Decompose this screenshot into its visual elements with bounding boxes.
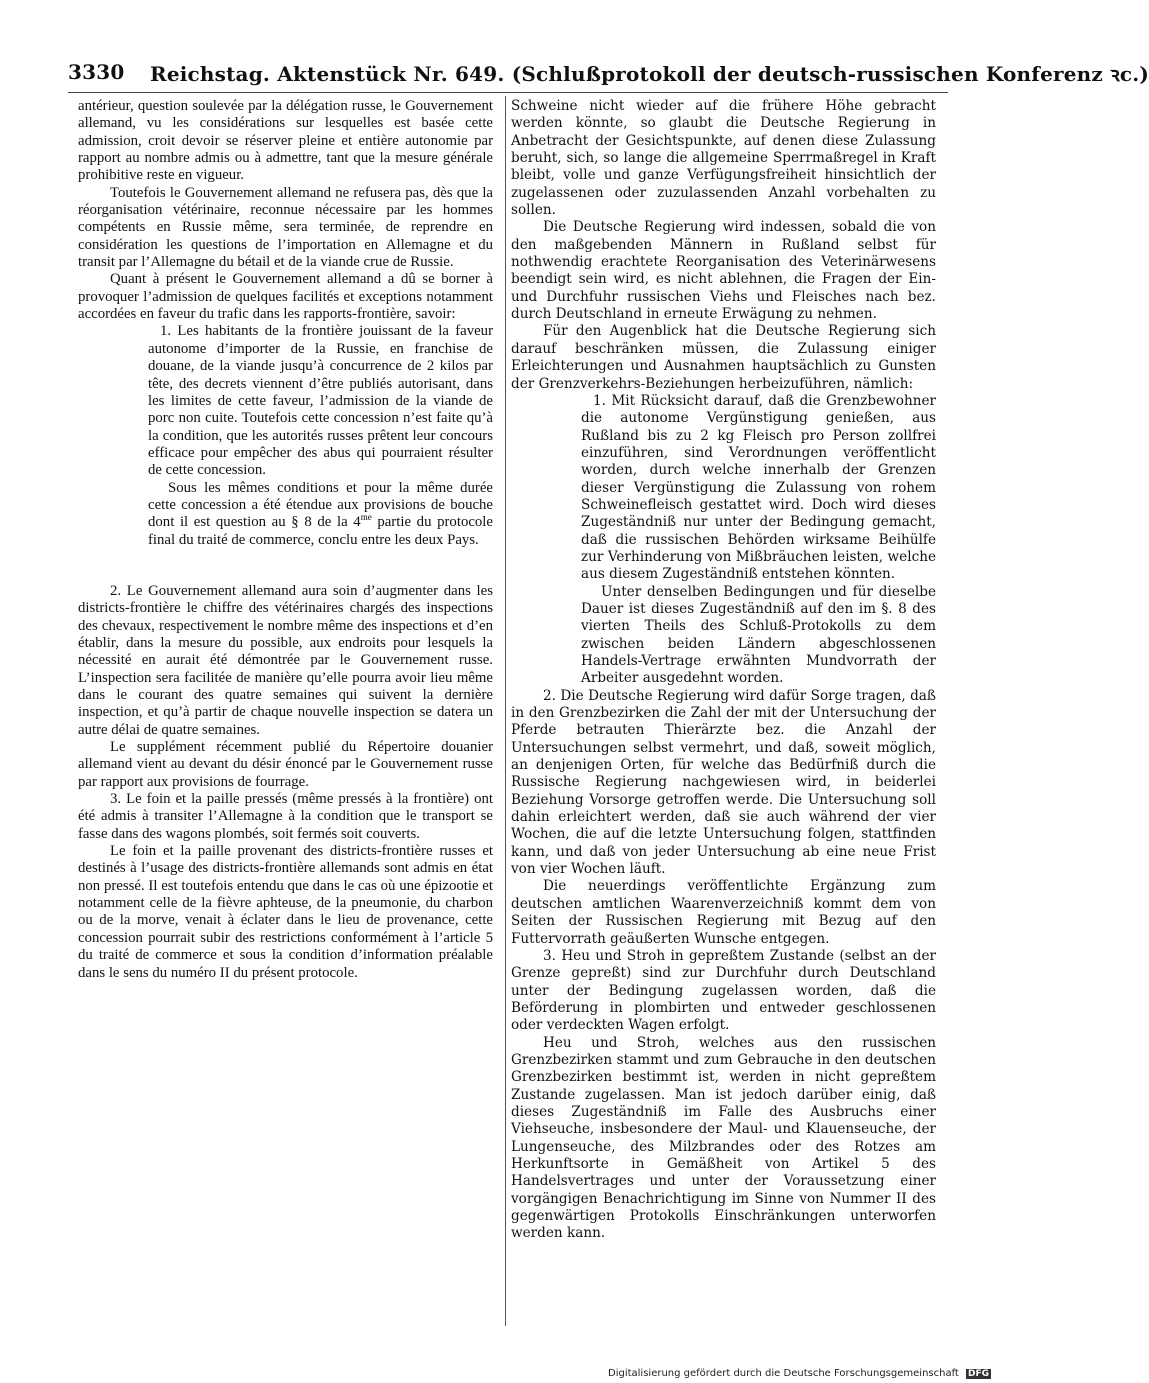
fr-item-3: 3. Le foin et la paille pressés (même pressés à la frontière) ont été admis à transiter l’Allemagne à la condition que le transport se fasse dans des wagons plombés, soit fermés soit couverts. <box>78 791 493 842</box>
german-column <box>511 98 936 1243</box>
fr-paragraph-supplement: Le supplément récemment publié du Répertoire douanier allemand vient au devant du désir énoncé par le Gouvernement russe par rapport aux provisions de fourrage. <box>78 739 493 790</box>
de-paragraph-ergaenzung: Die neuerdings veröffentlichte Ergänzung zum deutschen amtlichen Waarenverzeichniß kommt dem von Seiten der Russischen Regierung mit Bezug auf den Futtervorrath geäußerten Wunsche entgegen. <box>511 878 936 947</box>
de-item-3: 3. Heu und Stroh in gepreßtem Zustande (selbst an der Grenze gepreßt) sind zur Durchfuhr durch Deutschland unter der Bedingung zugelassen worden, daß die Beförderung in plombirten und entweder geschlossenen oder verdeckten Wagen erfolgt. <box>511 947 936 1034</box>
de-paragraph-heu: Heu und Stroh, welches aus den russischen Grenzbezirken stammt und zum Gebrauche in den deutschen Grenzbezirken bestimmt ist, werden in nicht gepreßtem Zustande zugelassen. Man ist jedoch darüber einig, daß dieses Zugeständniß im Falle des Ausbruchs einer Viehseuche, insbesondere der Maul- und Klauenseuche, der Lungenseuche, des Milzbrandes oder des Rotzes am Herkunftsorte in Gemäßheit von Artikel 5 des Handelsvertrages und unter der Voraussetzung einer vorgängigen Benachrichtigung im Sinne von Nummer II des gegenwärtigen Protokolls Einschränkungen unterworfen werden kann. <box>511 1034 936 1242</box>
dfg-logo: DFG <box>968 1369 990 1379</box>
fr-item-1: 1. Les habitants de la frontière jouissant de la faveur autonome d’importer de la Russie, en franchise de douane, de la viande jusqu’à concurrence de 2 kilos par tête, des decrets viennent d’être publiés autorisant, dans les limites de cette faveur, l’admission de la viande de porc non cuite. Toutefois cette concession n’est faite qu’à la condition, que les autorités russes prêtent leur concours efficace pour empêcher des abus qui pourraient résulter de cette concession. <box>148 323 493 479</box>
fr-paragraph-foin: Le foin et la paille provenant des districts-frontière russes et destinés à l’usage des districts-frontière allemands sont admis en état non pressé. Il est toutefois entendu que dans le cas où une épizootie et notamment celle de la fièvre aphteuse, de la pneumonie, du charbon ou de la morve, venait à éclater dans le lieu de provenance, cette concession pourrait subir des restrictions conformément à l’article 5 du traité de commerce et sous la condition d’information préalable dans le sens du numéro II du présent protocole. <box>78 843 493 981</box>
de-paragraph-3: Für den Augenblick hat die Deutsche Regierung sich darauf beschränken müssen, die Zulassung einiger Erleichterungen und Ausnahmen hauptsächlich zu Gunsten der Grenzverkehrs-Beziehungen herbeizuführen, nämlich: <box>511 323 936 392</box>
fr-item-1-extension-a: Sous les mêmes conditions et pour la même durée cette concession a été étendue aux provisions de bouche dont il est question au § 8 de la 4 <box>148 479 493 531</box>
digitization-footer <box>608 1368 990 1379</box>
header-title: Reichstag. Aktenstück Nr. 649. (Schlußprotokoll der deutsch-russischen Konferenz ꝛc.) <box>150 62 1149 86</box>
fr-paragraph-1: antérieur, question soulevée par la délégation russe, le Gouvernement allemand, vu les considérations sur lesquelles est basée cette admission, croit devoir se réserver pleine et entière autonomie par rapport au nombre admis ou à admettre, tant que la mesure générale prohibitive reste en vigueur. <box>78 98 493 184</box>
de-paragraph-1: Schweine nicht wieder auf die frühere Höhe gebracht werden könnte, so glaubt die Deutsche Regierung in Anbetracht der Gesichtspunkte, auf denen diese Zulassung beruht, sich, so lange die allgemeine Sperrmaßregel in Kraft bleibt, volle und ganze Verfügungsfreiheit hinsichtlich der zugelassenen oder zuzulassenden Anzahl vorbehalten zu sollen. <box>511 98 936 219</box>
footer-text: Digitalisierung gefördert durch die Deutsche Forschungsgemeinschaft <box>608 1368 959 1379</box>
fr-item-2: 2. Le Gouvernement allemand aura soin d’augmenter dans les districts-frontière le chiffre des vétérinaires chargés des inspections des chevaux, respectivement le nombre même des inspections et d’en établir, dans la mesure du possible, aux endroits pour lesquels la nécessité en aurait été démontrée par le Gouvernement russe. L’inspection sera facilitée de manière qu’elle pourra avoir lieu même dans le courant des quatre semaines qui suivent la dernière inspection, et qu’à partir de chaque nouvelle inspection se datera un autre délai de quatre semaines. <box>78 582 493 738</box>
de-item-1-extension: Unter denselben Bedingungen und für dieselbe Dauer ist dieses Zugeständniß auf den im §. 8 des vierten Theils des Schluß-Protokolls zu dem zwischen beiden Ländern abgeschlossenen Handels-Vertrage erwähnten Mundvorrath der Arbeiter ausgedehnt worden. <box>581 583 936 687</box>
french-column <box>78 98 493 982</box>
fr-paragraph-3: Quant à présent le Gouvernement allemand a dû se borner à provoquer l’admission de quelques facilités et exceptions notamment accordées en faveur du trafic dans les rapports-frontière, savoir: <box>78 271 493 323</box>
fr-paragraph-2: Toutefois le Gouvernement allemand ne refusera pas, dès que la réorganisation vétérinaire, reconnue nécessaire par les hommes compétents en Russie même, sera terminée, de reprendre en considération les questions de l’importation en Allemagne et du transit par l’Allemagne du bétail et de la viande crue de Russie. <box>78 184 493 271</box>
column-divider <box>505 96 506 1326</box>
fr-item-1-extension <box>148 480 493 549</box>
fr-superscript: me <box>360 512 372 523</box>
spacer <box>78 549 493 583</box>
de-item-2: 2. Die Deutsche Regierung wird dafür Sorge tragen, daß in den Grenzbezirken die Zahl der mit der Untersuchung der Pferde betrauten Thierärzte bez. die Anzahl der Untersuchungen selbst vermehrt, und daß, soweit möglich, an denjenigen Orten, für welche das Bedürfniß durch die Russische Regierung nachgewiesen wird, in beiderlei Beziehung Vorsorge getroffen werde. Die Untersuchung soll dahin erleichtert werden, daß sie auch während der vier Wochen, die auf die letzte Untersuchung folgen, stattfinden kann, und daß von jeder Untersuchung ab eine neue Frist von vier Wochen läuft. <box>511 687 936 878</box>
header-rule <box>68 92 948 93</box>
de-item-1: 1. Mit Rücksicht darauf, daß die Grenzbewohner die autonome Vergünstigung genießen, aus Rußland bis zu 2 kg Fleisch pro Person zollfrei einzuführen, sind Verordnungen veröffentlicht worden, durch welche innerhalb der Grenzen dieser Vergünstigung die Zulassung von rohem Schweinefleisch gestattet wird. Doch wird dieses Zugeständniß nur unter der Bedingung gemacht, daß die russischen Behörden wirksame Beihülfe zur Verhinderung von Mißbräuchen leisten, welche aus diesem Zugeständniß entstehen könnten. <box>581 392 936 583</box>
page-number: 3330 <box>68 60 125 84</box>
page-header <box>68 60 1149 90</box>
de-paragraph-2: Die Deutsche Regierung wird indessen, sobald die von den maßgebenden Männern in Rußland selbst für nothwendig erachtete Reorganisation des Veterinärwesens beendigt sein wird, es nicht ablehnen, die Fragen der Ein- und Durchfuhr russischen Viehs und Fleisches nach bez. durch Deutschland in erneute Erwägung zu nehmen. <box>511 219 936 323</box>
fr-item-1-extension-b: partie du protocole final du traité de commerce, conclu entre les deux Pays. <box>148 514 493 548</box>
